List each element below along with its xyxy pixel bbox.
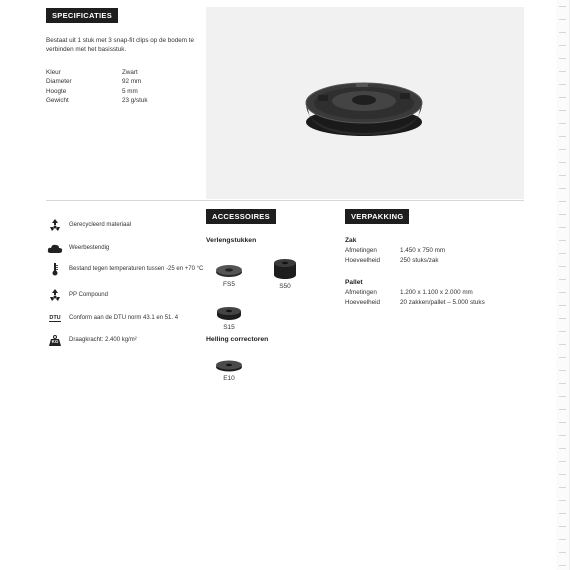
feature-text: Conform aan de DTU norm 43.1 en 51. 4 bbox=[69, 315, 179, 321]
pack-row-bag-quantity bbox=[345, 257, 439, 264]
ruler-tick bbox=[559, 71, 566, 72]
feature-recycled bbox=[46, 218, 204, 232]
feature-text: Gerecycleerd materiaal bbox=[69, 222, 132, 228]
kg-badge: KG bbox=[51, 338, 59, 344]
accessories-heading: ACCESSOIRES bbox=[206, 209, 276, 224]
accessory-e10-image bbox=[215, 359, 243, 372]
accessory-s50-image bbox=[272, 258, 298, 280]
pack-value: 1.450 x 750 mm bbox=[400, 247, 446, 254]
ruler-tick bbox=[559, 513, 566, 514]
accessory-e10 bbox=[214, 359, 244, 382]
weight-icon bbox=[46, 333, 64, 347]
specs-heading: SPECIFICATIES bbox=[46, 8, 118, 23]
ruler-tick bbox=[559, 422, 566, 423]
spec-value: 23 g/stuk bbox=[122, 96, 148, 104]
ruler-tick bbox=[559, 461, 566, 462]
feature-text: PP Compound bbox=[69, 292, 108, 298]
accessory-label: E10 bbox=[223, 375, 235, 382]
pack-value: 20 zakken/pallet – 5.000 stuks bbox=[400, 299, 485, 306]
pack-label: Afmetingen bbox=[345, 289, 377, 296]
ruler-tick bbox=[559, 383, 566, 384]
specs-table bbox=[46, 68, 148, 105]
ruler-tick bbox=[559, 370, 566, 371]
extensions-heading: Verlengstukken bbox=[206, 237, 257, 244]
ruler-tick bbox=[559, 214, 566, 215]
ruler-tick bbox=[559, 435, 566, 436]
spec-row-weight bbox=[46, 96, 148, 105]
spec-value: 92 mm bbox=[122, 78, 142, 86]
cloud-icon bbox=[46, 241, 64, 255]
feature-pp-compound bbox=[46, 288, 204, 302]
feature-text: Draagkracht: 2.400 kg/m² bbox=[69, 337, 137, 343]
pack-value: 250 stuks/zak bbox=[400, 257, 439, 264]
pack-label: Afmetingen bbox=[345, 247, 377, 254]
ruler-tick bbox=[559, 448, 566, 449]
thermometer-icon bbox=[46, 262, 64, 276]
packaging-group-pallet: Pallet bbox=[345, 279, 363, 286]
ruler-tick bbox=[559, 175, 566, 176]
spec-value: 5 mm bbox=[122, 87, 138, 95]
ruler-tick bbox=[559, 110, 566, 111]
accessory-label: S50 bbox=[279, 283, 291, 290]
ruler-tick bbox=[559, 500, 566, 501]
ruler-tick bbox=[559, 565, 566, 566]
ruler-tick bbox=[559, 409, 566, 410]
ruler-tick bbox=[559, 487, 566, 488]
ruler-tick bbox=[559, 539, 566, 540]
ruler-tick bbox=[559, 136, 566, 137]
product-photo bbox=[206, 7, 524, 199]
ruler-tick bbox=[559, 149, 566, 150]
feature-text: Bestand tegen temperaturen tussen -25 en +70 °C bbox=[69, 266, 204, 272]
packaging-group-bag: Zak bbox=[345, 237, 357, 244]
spec-label: Gewicht bbox=[46, 96, 69, 104]
ruler-tick bbox=[559, 344, 566, 345]
ruler-tick bbox=[559, 201, 566, 202]
ruler-tick bbox=[559, 318, 566, 319]
accessory-s50 bbox=[270, 258, 300, 290]
spec-row-height bbox=[46, 87, 148, 96]
product-image bbox=[206, 7, 524, 199]
section-divider bbox=[46, 200, 524, 201]
slope-correctors-heading: Helling correctoren bbox=[206, 336, 269, 343]
feature-weather bbox=[46, 241, 204, 255]
ruler-tick bbox=[559, 331, 566, 332]
ruler-tick bbox=[559, 253, 566, 254]
spec-label: Hoogte bbox=[46, 87, 67, 95]
ruler-tick bbox=[559, 396, 566, 397]
recycle-icon bbox=[46, 218, 64, 232]
accessory-s15-image bbox=[215, 306, 243, 321]
ruler-tick bbox=[559, 32, 566, 33]
pack-label: Hoeveelheid bbox=[345, 257, 381, 264]
ruler-tick bbox=[559, 162, 566, 163]
ruler-tick bbox=[559, 19, 566, 20]
ruler-tick bbox=[559, 58, 566, 59]
dtu-icon bbox=[46, 311, 64, 325]
spec-label: Diameter bbox=[46, 78, 72, 86]
ruler-tick bbox=[559, 240, 566, 241]
pack-row-bag-dimensions bbox=[345, 247, 445, 254]
ruler-tick bbox=[559, 84, 566, 85]
ruler-tick bbox=[559, 305, 566, 306]
accessory-fs5 bbox=[214, 264, 244, 288]
dtu-badge: DTU bbox=[49, 314, 61, 321]
ruler-tick bbox=[559, 6, 566, 7]
accessory-fs5-image bbox=[215, 264, 243, 278]
accessory-label: FS5 bbox=[223, 281, 235, 288]
ruler-tick bbox=[559, 97, 566, 98]
accessory-s15 bbox=[214, 306, 244, 331]
feature-load bbox=[46, 333, 204, 347]
pack-row-pallet-dimensions bbox=[345, 289, 473, 296]
spec-row-color bbox=[46, 68, 148, 77]
ruler-tick bbox=[559, 552, 566, 553]
ruler-tick bbox=[559, 45, 566, 46]
ruler-tick bbox=[559, 188, 566, 189]
feature-text: Weerbestendig bbox=[69, 245, 110, 251]
recycle-icon bbox=[46, 288, 64, 302]
specs-intro: Bestaat uit 1 stuk met 3 snap-fit clips op de bodem te verbinden met het basisstuk. bbox=[46, 37, 195, 53]
spec-label: Kleur bbox=[46, 69, 61, 76]
pack-value: 1.200 x 1.100 x 2.000 mm bbox=[400, 289, 473, 296]
ruler-tick bbox=[559, 266, 566, 267]
ruler-tick bbox=[559, 123, 566, 124]
packaging-heading: VERPAKKING bbox=[345, 209, 409, 224]
ruler-tick bbox=[559, 357, 566, 358]
spec-value: Zwart bbox=[122, 69, 138, 76]
pack-row-pallet-quantity bbox=[345, 299, 485, 306]
accessory-label: S15 bbox=[223, 324, 235, 331]
spec-row-diameter bbox=[46, 77, 148, 86]
feature-dtu bbox=[46, 311, 204, 325]
ruler-tick bbox=[559, 292, 566, 293]
page-edge-ruler bbox=[556, 0, 570, 570]
ruler-tick bbox=[559, 227, 566, 228]
feature-temperature bbox=[46, 262, 204, 276]
ruler-tick bbox=[559, 526, 566, 527]
ruler-tick bbox=[559, 474, 566, 475]
pack-label: Hoeveelheid bbox=[345, 299, 381, 306]
ruler-tick bbox=[559, 279, 566, 280]
